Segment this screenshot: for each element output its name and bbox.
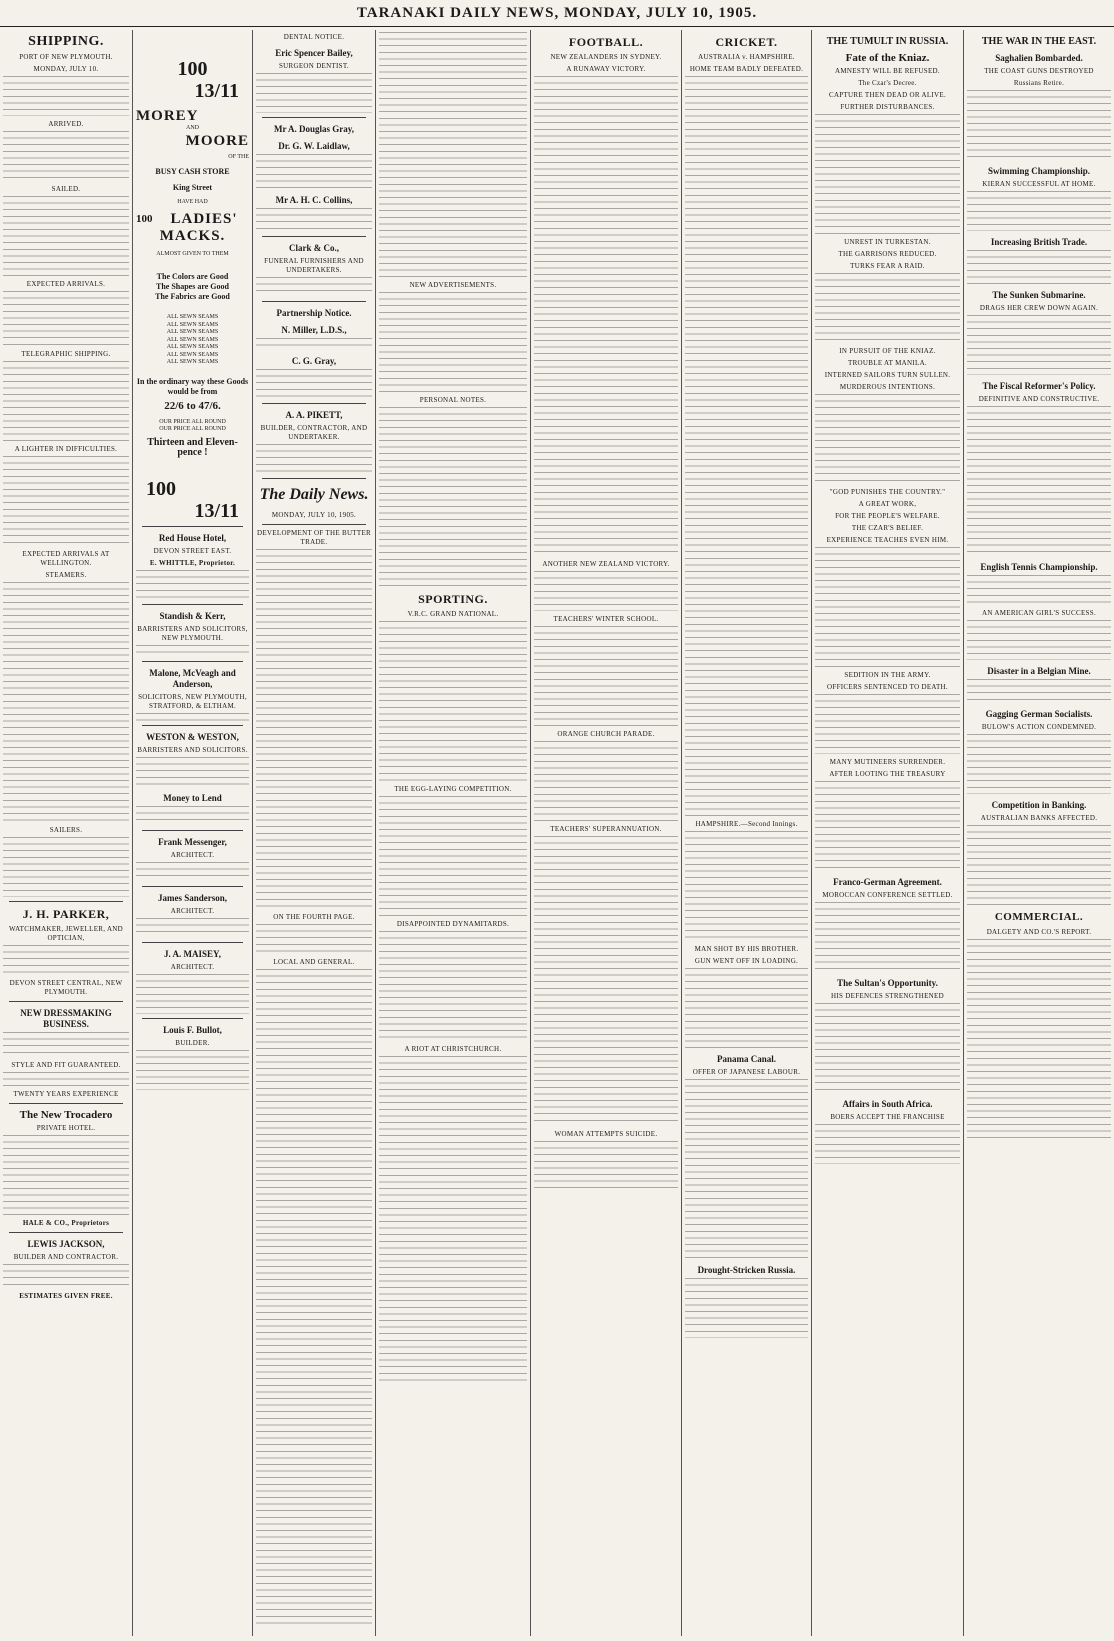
russia-text [815,114,960,234]
malone-text [136,713,249,721]
moroccan-conference: MOROCCAN CONFERENCE SETTLED. [822,891,953,899]
bullot-text [136,1050,249,1090]
daily-news-date: MONDAY, JULY 10, 1905. [271,511,357,519]
drags-crew: DRAGS HER CREW DOWN AGAIN. [979,304,1099,312]
divider [9,1001,123,1002]
jackson-name: LEWIS JACKSON, [27,1239,105,1249]
teachers-school-text [534,626,678,726]
money-to-lend: Money to Lend [163,792,222,803]
bullot-sub: BUILDER. [175,1038,210,1047]
red-house-hotel: Red House Hotel, [158,532,227,543]
red-house-address: DEVON STREET EAST. [153,546,232,555]
lighter-text [3,456,129,546]
gun-went-off: GUN WENT OFF IN LOADING. [694,957,799,965]
partnership-notice: Partnership Notice. [276,308,352,318]
lighter-heading: A LIGHTER IN DIFFICULTIES. [14,445,118,453]
sunken-submarine: The Sunken Submarine. [992,290,1086,300]
hale-proprietors: HALE & CO., Proprietors [22,1219,110,1227]
boers-franchise: BOERS ACCEPT THE FRANCHISE [830,1113,945,1121]
weston-weston: WESTON & WESTON, [146,731,239,742]
parker-name: J. H. PARKER, [22,907,110,921]
malone-mcveagh: Malone, McVeagh and Anderson, [149,667,236,689]
riot-text [379,1056,527,1386]
miller-text [256,338,372,350]
submarine-text [967,315,1111,375]
sultan-text [815,1003,960,1093]
saghalien: Saghalien Bombarded. [995,53,1083,63]
douglas-gray: Mr A. Douglas Gray, [273,124,355,134]
south-africa: Affairs in South Africa. [842,1099,933,1109]
expected-heading: EXPECTED ARRIVALS. [26,280,106,288]
new-adv-text [379,292,527,392]
sailers-heading: SAILERS. [49,826,83,834]
pikett-sub: BUILDER, CONTRACTOR, AND UNDERTAKER. [260,424,368,441]
nz-sydney: NEW ZEALANDERS IN SYDNEY. [550,53,662,61]
belgian-mine: Disaster in a Belgian Mine. [987,666,1091,676]
czar-belief-text [815,547,960,667]
butter-article [256,549,372,909]
parker-trade: WATCHMAKER, JEWELLER, AND OPTICIAN, [8,925,124,942]
parker-address: DEVON STREET CENTRAL, NEW PLYMOUTH. [9,979,123,996]
tennis: English Tennis Championship. [980,562,1098,572]
man-shot-text [685,968,808,1048]
laidlaw-text [256,154,372,189]
superannuation: TEACHERS' SUPERANNUATION. [550,825,662,833]
jackson-text [3,1264,129,1288]
james-sanderson: James Sanderson, [157,892,227,903]
sailed-heading: SAILED. [51,185,81,193]
mutineers-text [815,781,960,871]
bailey-sub: SURGEON DENTIST. [278,62,349,70]
divider [9,901,123,902]
trouble-manila: TROUBLE AT MANILA. [848,359,927,367]
british-trade: Increasing British Trade. [990,237,1088,247]
vrc-heading: V.R.C. GRAND NATIONAL. [407,610,499,618]
money-text [136,806,249,826]
sporting-heading: SPORTING. [418,592,488,606]
franco-german: Franco-German Agreement. [833,877,942,887]
pikett-text [256,444,372,474]
column-shipping [0,30,133,1636]
pikett-name: A. A. PIKETT, [285,410,343,420]
jackson-trade: BUILDER AND CONTRACTOR. [13,1253,119,1261]
teachers-school: TEACHERS' WINTER SCHOOL. [553,615,659,623]
divider [142,942,243,943]
bailey-text [256,73,372,113]
macks-word: MACKS. [159,227,226,244]
war-east: THE WAR IN THE EAST. [981,36,1097,47]
divider [262,236,366,237]
divider [142,526,243,527]
column-news-4 [376,30,531,1636]
column-cricket [682,30,812,1636]
heading-shipping: SHIPPING. [28,34,104,49]
turkestan-text [815,273,960,343]
cg-gray: C. G. Gray, [291,356,337,366]
ad-price: 13/11 [194,80,239,102]
morey-name: MOREY [136,108,199,124]
belgian-text [967,679,1111,703]
collins: Mr A. H. C. Collins, [275,195,353,205]
divider [262,478,366,479]
whittle-proprietor: E. WHITTLE, Proprietor. [149,558,236,567]
gagging-text [967,734,1111,794]
another-victory-text [534,571,678,611]
dynamiters-text [379,931,527,1041]
shipping-date: MONDAY, JULY 10. [33,65,99,73]
steamers-text [3,582,129,822]
divider [9,1232,123,1233]
japanese-labour: OFFER OF JAPANESE LABOUR. [692,1068,801,1076]
swimming: Swimming Championship. [987,166,1091,176]
sanderson-sub: ARCHITECT. [170,906,215,915]
experience-line: TWENTY YEARS EXPERIENCE [13,1090,119,1098]
unrest-turkestan: UNREST IN TURKESTAN. [844,238,931,246]
expected-text [3,291,129,346]
great-work: A GREAT WORK, [858,500,917,508]
superannuation-text [534,836,678,1126]
egg-text [379,796,527,916]
ad-quantity-3: 100 [146,477,176,500]
weston-text [136,757,249,787]
orange-parade: ORANGE CHURCH PARADE. [557,730,655,738]
fabrics-good: The Fabrics are Good [155,292,230,301]
kieran-successful: KIERAN SUCCESSFUL AT HOME. [982,180,1096,188]
dental-notice: DENTAL NOTICE. [283,33,345,41]
steamers-heading: STEAMERS. [45,571,87,579]
shapes-good: The Shapes are Good [156,282,229,291]
czars-decree: The Czar's Decree. [858,79,917,87]
south-africa-text [815,1124,960,1164]
trocadero-heading: The New Trocadero [19,1109,113,1121]
australia-hampshire: AUSTRALIA v. HAMPSHIRE. [698,53,795,61]
sewn-seams-5: ALL SEWN SEAMS [166,344,219,350]
vrc-text [379,621,527,781]
standish-kerr-sub: BARRISTERS AND SOLICITORS, NEW PLYMOUTH. [137,624,248,642]
estimates-line: ESTIMATES GIVEN FREE. [19,1292,113,1300]
dressmaking-text [3,1032,129,1057]
ladies-word: LADIES' [170,210,238,227]
red-house-text [136,570,249,600]
divider [142,1018,243,1019]
sultans-opportunity: The Sultan's Opportunity. [837,978,938,988]
orange-parade-text [534,741,678,821]
swimming-text [967,191,1111,231]
woman-suicide: WOMAN ATTEMPTS SUICIDE. [554,1130,658,1138]
dalgety-report: DALGETY AND CO.'S REPORT. [986,928,1092,936]
local-general-text [256,969,372,1629]
local-general: LOCAL AND GENERAL. [273,958,355,966]
tumult-russia: THE TUMULT IN RUSSIA. [826,36,949,47]
daily-news-title: The Daily News. [259,486,369,503]
bulows-action: BULOW'S ACTION CONDEMNED. [981,723,1097,731]
standish-kerr: Standish & Kerr, [159,610,226,621]
home-team-defeated: HOME TEAM BADLY DEFEATED. [689,65,804,73]
hampshire-scores [685,831,808,941]
gagging-socialists: Gagging German Socialists. [985,709,1093,719]
ordinary-way: In the ordinary way these Goods would be from [136,376,249,396]
american-text [967,620,1111,660]
mutineers-surrender: MANY MUTINEERS SURRENDER. [829,758,946,766]
coast-guns: THE COAST GUNS DESTROYED [984,67,1094,75]
miller-name: N. Miller, L.D.S., [281,325,347,335]
franco-text [815,902,960,972]
ad-quantity: 100 [177,58,208,80]
sewn-seams-3: ALL SEWN SEAMS [166,329,219,335]
of-the: OF THE [228,153,249,160]
football-text [534,76,678,556]
trocadero-text [3,1135,129,1215]
newspaper-page [0,30,1114,1636]
parker-text [3,945,129,975]
sewn-seams-1: ALL SEWN SEAMS [166,314,219,320]
maisey: J. A. MAISEY, [164,948,221,959]
almost-given: ALMOST GIVEN TO THEM [156,250,229,257]
czars-belief: THE CZAR'S BELIEF. [851,524,924,532]
interned-sailors: INTERNED SAILORS TURN SULLEN. [824,371,951,379]
colors-good: The Colors are Good [156,272,229,281]
clark-text [256,277,372,297]
telegraphic-text [3,361,129,441]
frank-messenger: Frank Messenger, [158,836,227,847]
football-heading: FOOTBALL. [568,35,644,49]
fiscal-policy: The Fiscal Reformer's Policy. [982,381,1096,391]
column-war [964,30,1114,1636]
murderous-intentions: MURDEROUS INTENTIONS. [839,383,936,391]
divider [262,301,366,302]
dressmaking-heading: NEW DRESSMAKING BUSINESS. [20,1008,112,1029]
russians-retire: Russians Retire. [1013,79,1065,87]
garrisons-reduced: THE GARRISONS REDUCED. [838,250,937,258]
dynamiters-heading: DISAPPOINTED DYNAMITARDS. [396,920,510,928]
war-text [967,90,1111,160]
sewn-seams-4: ALL SEWN SEAMS [166,336,219,343]
banking-text [967,825,1111,905]
fourth-page: ON THE FOURTH PAGE. [273,913,355,921]
weston-sub: BARRISTERS AND SOLICITORS. [137,745,248,754]
personal-notes: PERSONAL NOTES. [419,396,487,404]
laidlaw: Dr. G. W. Laidlaw, [278,141,350,151]
further-disturbances: FURTHER DISTURBANCES. [840,103,935,111]
gray-text [256,369,372,399]
sedition-army: SEDITION IN THE ARMY. [844,671,931,679]
divider [142,725,243,726]
messenger-text [136,862,249,882]
dressmaking-text-2 [3,1072,129,1086]
divider [142,604,243,605]
looting-treasury: AFTER LOOTING THE TREASURY [829,770,946,778]
god-punishes: "GOD PUNISHES THE COUNTRY." [829,488,946,496]
malone-sub: SOLICITORS, NEW PLYMOUTH, STRATFORD, & ELTHAM. [138,692,247,710]
riot-heading: A RIOT AT CHRISTCHURCH. [404,1045,502,1053]
divider [262,403,366,404]
bullot: Louis F. Bullot, [163,1024,222,1035]
sewn-seams-7: ALL SEWN SEAMS [166,359,219,365]
moore-name: MOORE [185,132,249,149]
runaway-victory: A RUNAWAY VICTORY. [566,65,646,73]
turks-fear-raid: TURKS FEAR A RAID. [850,262,925,270]
personal-notes-text [379,407,527,587]
tide-text [3,76,129,116]
collins-text [256,208,372,232]
fiscal-text [967,406,1111,556]
maisey-sub: ARCHITECT. [170,962,215,971]
cricket-heading: CRICKET. [715,35,778,49]
divider [262,524,366,525]
new-advertisements: NEW ADVERTISEMENTS. [409,281,497,289]
sewn-seams-6: ALL SEWN SEAMS [166,351,219,358]
port-heading: PORT OF NEW PLYMOUTH. [19,53,113,61]
panama-canal: Panama Canal. [716,1054,776,1064]
sanderson-text [136,918,249,938]
column-russia [812,30,964,1636]
cricket-text [685,76,808,816]
masthead: TARANAKI DAILY NEWS, MONDAY, JULY 10, 1905. [0,0,1114,27]
officers-sentenced: OFFICERS SENTENCED TO DEATH. [827,683,948,691]
private-hotel: PRIVATE HOTEL. [36,1124,96,1132]
definitive: DEFINITIVE AND CONSTRUCTIVE. [978,395,1100,403]
tennis-text [967,575,1111,605]
column-football [531,30,682,1636]
price-range: 22/6 to 47/6. [164,399,221,412]
american-girl: AN AMERICAN GIRL'S SUCCESS. [982,609,1096,617]
divider [9,1103,123,1104]
commercial-text [967,939,1111,1139]
expected-wellington-heading: EXPECTED ARRIVALS AT WELLINGTON. [22,550,110,567]
article-text [379,32,527,277]
drought-russia: Drought-Stricken Russia. [697,1265,796,1275]
divider [142,886,243,887]
sedition-text [815,694,960,754]
commercial: COMMERCIAL. [994,911,1084,923]
panama-text [685,1079,808,1259]
maisey-text [136,974,249,1014]
drought-text [685,1278,808,1338]
divider [262,117,366,118]
arrived-heading: ARRIVED. [48,120,84,128]
arrived-text [3,131,129,181]
column-professional [253,30,376,1636]
and-word: AND [186,125,199,131]
style-line: STYLE AND FIT GUARANTEED. [11,1061,121,1069]
pursuit-kniaz: IN PURSUIT OF THE KNIAZ. [839,347,936,355]
butter-heading: DEVELOPMENT OF THE BUTTER TRADE. [257,529,371,546]
thirteen-eleven: Thirteen and Eleven-pence ! [147,436,238,458]
standish-text [136,645,249,657]
fate-kniaz: Fate of the Kniaz. [845,52,930,64]
amnesty-refused: AMNESTY WILL BE REFUSED. [835,67,940,75]
hampshire-second: HAMPSHIRE.—Second Innings. [695,820,798,828]
busy-cash-store: BUSY CASH STORE [155,167,230,176]
king-street: King Street [172,183,213,192]
clark-co: Clark & Co., [289,243,339,253]
sailers-text [3,837,129,897]
clark-sub: FUNERAL FURNISHERS AND UNDERTAKERS. [264,257,364,274]
experience-teaches: EXPERIENCE TEACHES EVEN HIM. [826,536,949,544]
fourth-page-text [256,924,372,954]
column-advertisements [133,30,253,1636]
divider [142,830,243,831]
bailey-name: Eric Spencer Bailey, [275,48,353,58]
telegraphic-heading: TELEGRAPHIC SHIPPING. [21,350,111,358]
defences-strengthened: HIS DEFENCES STRENGTHENED [831,992,944,1000]
sewn-seams-2: ALL SEWN SEAMS [166,321,219,328]
capture-dead-alive: CAPTURE THEN DEAD OR ALIVE. [828,91,947,99]
divider [142,661,243,662]
have-had: HAVE HAD [177,199,208,205]
peoples-welfare: FOR THE PEOPLE'S WELFARE. [835,512,940,520]
messenger-sub: ARCHITECT. [170,850,215,859]
manila-text [815,394,960,484]
woman-suicide-text [534,1141,678,1191]
our-price-2: OUR PRICE ALL ROUND [159,426,226,432]
competition-banking: Competition in Banking. [991,800,1087,810]
man-shot: MAN SHOT BY HIS BROTHER. [694,945,799,953]
another-victory: ANOTHER NEW ZEALAND VICTORY. [542,560,670,568]
australian-banks: AUSTRALIAN BANKS AFFECTED. [980,814,1098,822]
egg-heading: THE EGG-LAYING COMPETITION. [394,785,512,793]
sailed-text [3,196,129,276]
ad-price-2: 13/11 [194,499,239,522]
ad-quantity-2: 100 [136,213,153,225]
our-price-1: OUR PRICE ALL ROUND [159,418,226,425]
british-trade-text [967,250,1111,284]
